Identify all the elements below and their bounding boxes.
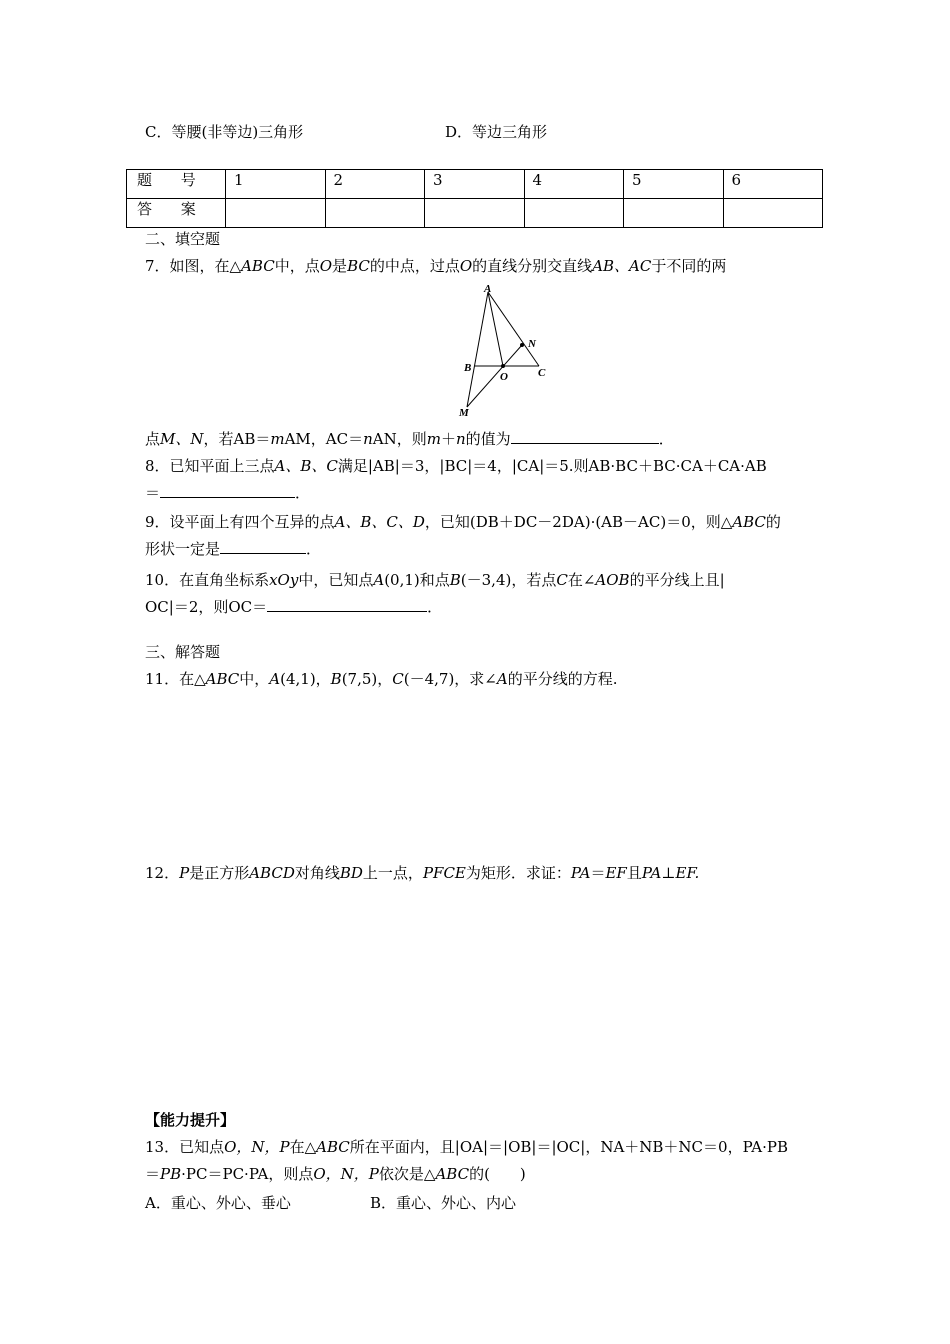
answer-cell[interactable] — [524, 199, 624, 228]
table-cell-number: 5 — [624, 170, 724, 199]
answer-cell[interactable] — [325, 199, 425, 228]
table-header-answer: 答 案 — [127, 199, 226, 228]
answer-cell[interactable] — [425, 199, 525, 228]
q9-line1: 9．设平面上有四个互异的点A、B、C、D，已知(DB＋DC－2DA)·(AB－AC)＝0，则△ABC的 — [145, 513, 781, 531]
q10-line2: OC|＝2，则OC＝ ． — [145, 598, 443, 616]
q8-line1: 8．已知平面上三点A、B、C满足|AB|＝3，|BC|＝4，|CA|＝5.则AB·BC＋BC·CA＋CA·AB — [145, 457, 767, 475]
fig-label-c: C — [538, 367, 546, 379]
fig-label-m: M — [459, 407, 469, 419]
section-ability: 【能力提升】 — [145, 1111, 236, 1129]
q10-line1: 10．在直角坐标系xOy中，已知点A(0,1)和点B(－3,4)，若点C在∠AOB的平分线上且| — [145, 571, 725, 589]
table-header-number: 题 号 — [127, 170, 226, 199]
answer-blank[interactable] — [220, 539, 306, 554]
answer-cell[interactable] — [723, 199, 823, 228]
fig-label-n: N — [528, 338, 536, 350]
fig-label-o: O — [500, 371, 508, 383]
q7-line2: 点M、N，若AB＝mAM，AC＝nAN，则m＋n的值为 ． — [145, 430, 674, 448]
q12: 12．P是正方形ABCD对角线BD上一点，PFCE为矩形．求证：PA＝EF且PA⊥EF. — [145, 864, 700, 882]
q8-line2: ＝ ． — [145, 484, 311, 502]
table-row-answers — [127, 199, 823, 228]
table-cell-number: 2 — [325, 170, 425, 199]
q13-line2: ＝PB·PC＝PC·PA，则点O，N，P依次是△ABC的( ) — [145, 1165, 526, 1183]
answer-blank[interactable] — [267, 597, 427, 612]
q9-line2: 形状一定是 ． — [145, 540, 322, 558]
section-solve: 三、解答题 — [145, 643, 221, 661]
answer-blank[interactable] — [160, 483, 295, 498]
q7-line1: 7．如图，在△ABC中，点O是BC的中点，过点O的直线分别交直线AB、AC于不同的两 — [145, 257, 727, 275]
answer-table — [126, 169, 823, 228]
q6-option-d: D．等边三角形 — [445, 123, 548, 141]
q13-line1: 13．已知点O，N，P在△ABC所在平面内，且|OA|＝|OB|＝|OC|，NA＋NB＋NC＝0，PA·PB — [145, 1138, 789, 1156]
section-fill-in: 二、填空题 — [145, 230, 221, 248]
table-cell-number: 3 — [425, 170, 525, 199]
table-row-numbers — [127, 170, 823, 199]
table-cell-number: 4 — [524, 170, 624, 199]
fig-label-a: A — [484, 283, 492, 295]
answer-cell[interactable] — [624, 199, 724, 228]
q6-option-c: C．等腰(非等边)三角形 — [145, 123, 304, 141]
table-cell-number: 6 — [723, 170, 823, 199]
q11: 11．在△ABC中，A(4,1)，B(7,5)，C(－4,7)，求∠A的平分线的方程. — [145, 670, 618, 688]
answer-blank[interactable] — [511, 429, 659, 444]
answer-cell[interactable] — [226, 199, 326, 228]
table-cell-number: 1 — [226, 170, 326, 199]
triangle-figure — [455, 282, 565, 422]
q13-option-a: A．重心、外心、垂心 — [145, 1194, 291, 1212]
q13-option-b: B．重心、外心、内心 — [370, 1194, 517, 1212]
fig-label-b: B — [464, 362, 472, 374]
